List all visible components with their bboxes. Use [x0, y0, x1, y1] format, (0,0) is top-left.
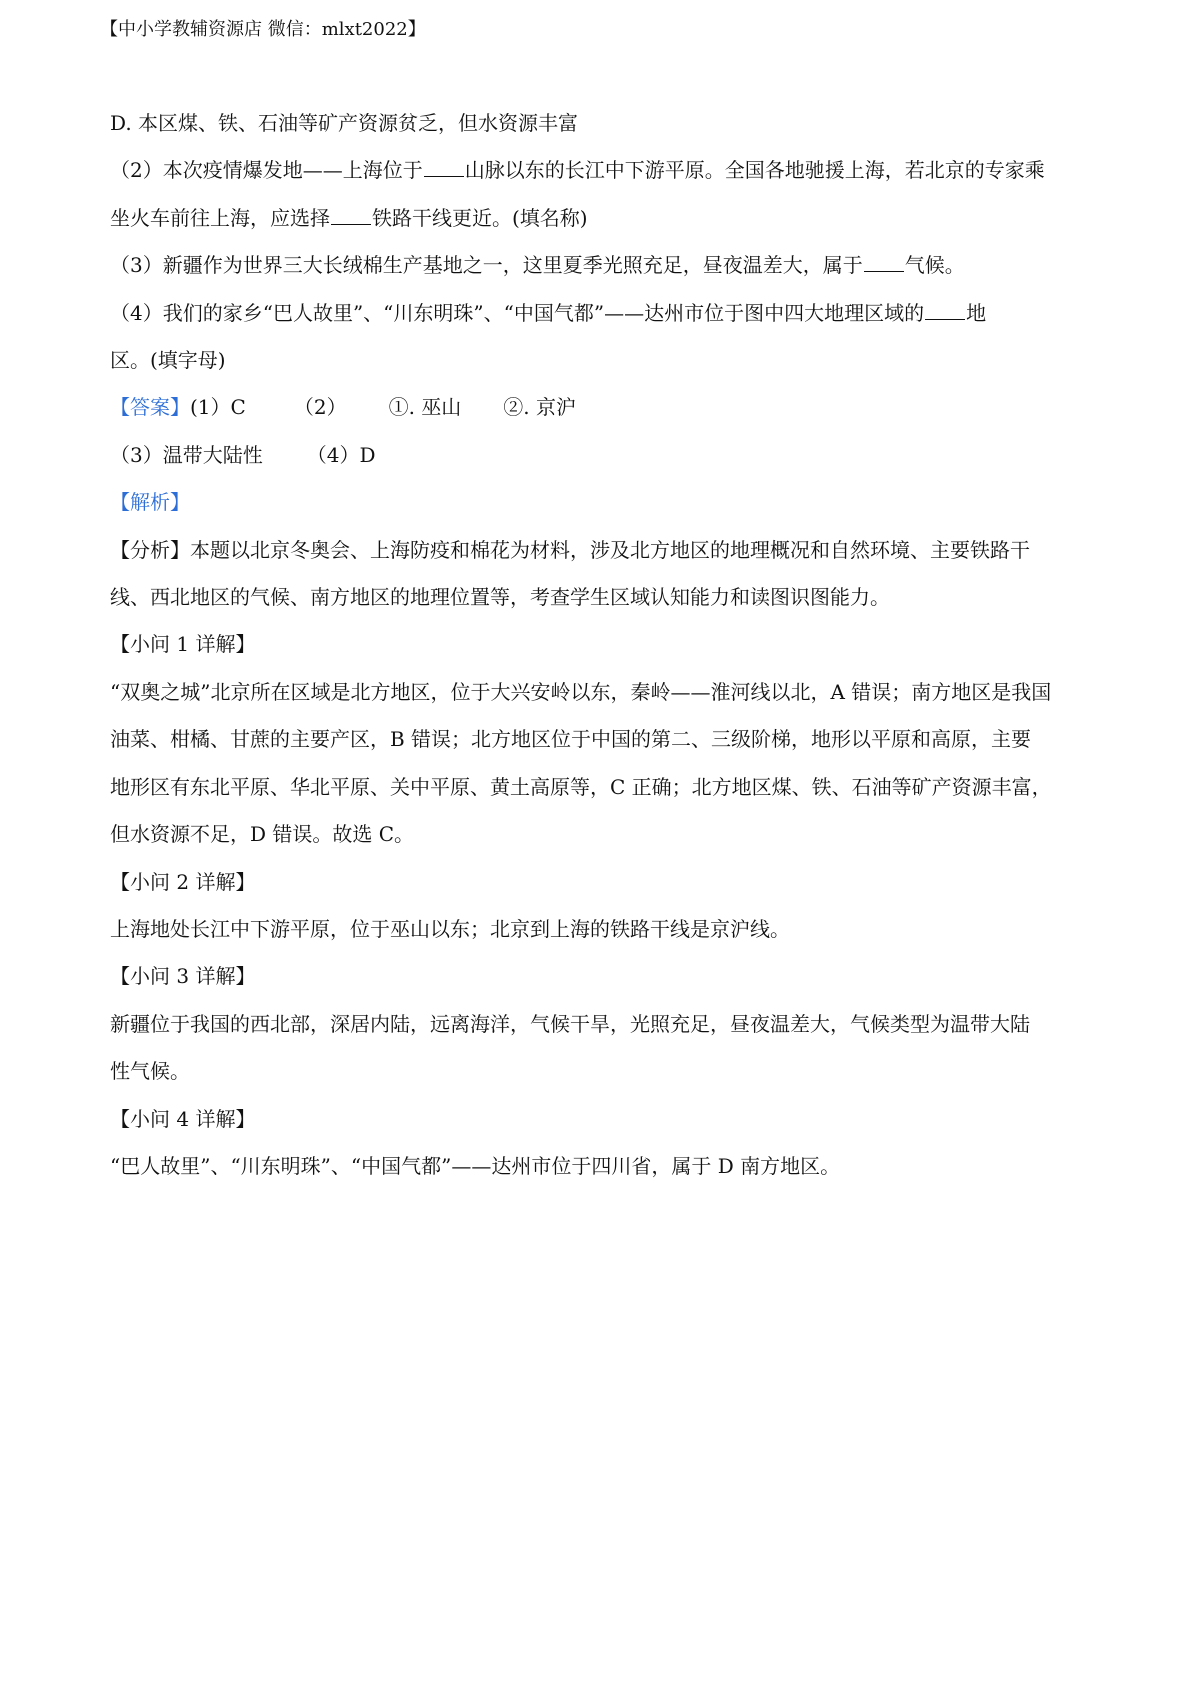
sub-question-3-line-2: 性气候。 — [110, 1059, 190, 1084]
analysis-line-1: 【分析】本题以北京冬奥会、上海防疫和棉花为材料，涉及北方地区的地理概况和自然环境、主要铁路干 — [110, 537, 1030, 562]
answer-2: （2） — [293, 395, 347, 420]
question-4-line-1 — [110, 290, 1100, 337]
answer-line-2 — [110, 432, 1100, 479]
sub-question-3-title: 【小问 3 详解】 — [110, 964, 256, 989]
sub-question-4-title: 【小问 4 详解】 — [110, 1106, 256, 1131]
sub-question-1-line-4: 但水资源不足，D 错误。故选 C。 — [110, 822, 415, 847]
question-3 — [110, 242, 1100, 289]
answer-4: （4）D — [306, 442, 376, 467]
sub-question-3-line-1: 新疆位于我国的西北部，深居内陆，远离海洋，气候干旱，光照充足，昼夜温差大，气候类型为温带大陆 — [110, 1011, 1030, 1036]
q3-text-b: 气候。 — [904, 253, 965, 278]
sub-question-1-line-3: 地形区有东北平原、华北平原、关中平原、黄土高原等，C 正确；北方地区煤、铁、石油等矿产资源丰富， — [110, 774, 1052, 799]
answer-tag: 【答案】 — [110, 395, 190, 420]
answer-3: （3）温带大陆性 — [110, 442, 263, 467]
answer-blank — [331, 206, 371, 225]
analysis-line-2: 线、西北地区的气候、南方地区的地理位置等，考查学生区域认知能力和读图识图能力。 — [110, 585, 890, 610]
answer-1: (1）C — [190, 395, 246, 420]
document-body — [110, 100, 1100, 1190]
header-note: 【中小学教辅资源店 微信：mlxt2022】 — [100, 19, 426, 40]
question-4-line-2: 区。(填字母) — [110, 348, 226, 373]
analysis-tag: 【解析】 — [110, 490, 190, 515]
answer-2-2: ②. 京沪 — [503, 395, 577, 420]
q3-text-a: （3）新疆作为世界三大长绒棉生产基地之一，这里夏季光照充足，昼夜温差大，属于 — [110, 253, 863, 278]
answer-blank — [925, 301, 965, 320]
sub-question-2-title: 【小问 2 详解】 — [110, 869, 256, 894]
answer-blank — [424, 158, 464, 177]
sub-question-4-line-1: “巴人故里”、“川东明珠”、“中国气都”——达州市位于四川省，属于 D 南方地区。 — [110, 1153, 841, 1178]
answer-2-1: ①. 巫山 — [388, 395, 462, 420]
option-d: D. 本区煤、铁、石油等矿产资源贫乏，但水资源丰富 — [110, 111, 579, 135]
q2-text-c: 坐火车前往上海，应选择 — [110, 205, 330, 230]
sub-question-1-line-2: 油菜、柑橘、甘蔗的主要产区，B 错误；北方地区位于中国的第二、三级阶梯，地形以平原和高原，主要 — [110, 727, 1032, 752]
q4-text-a: （4）我们的家乡“巴人故里”、“川东明珠”、“中国气都”——达州市位于图中四大地理区域的 — [110, 300, 925, 325]
answer-line-1 — [110, 384, 1100, 431]
question-2-line-1 — [110, 147, 1100, 194]
answer-blank — [864, 253, 904, 272]
q2-text-b: 山脉以东的长江中下游平原。全国各地驰援上海，若北京的专家乘 — [464, 158, 1045, 183]
question-2-line-2 — [110, 195, 1100, 242]
q4-text-b: 地 — [966, 300, 987, 325]
q2-text-d: 铁路干线更近。(填名称) — [372, 205, 588, 230]
q2-text-a: （2）本次疫情爆发地——上海位于 — [110, 158, 423, 183]
sub-question-1-title: 【小问 1 详解】 — [110, 632, 256, 657]
sub-question-1-line-1: “双奥之城”北京所在区域是北方地区，位于大兴安岭以东，秦岭——淮河线以北，A 错误；南方地区是我国 — [110, 679, 1052, 704]
sub-question-2-line-1: 上海地处长江中下游平原，位于巫山以东；北京到上海的铁路干线是京沪线。 — [110, 916, 790, 941]
